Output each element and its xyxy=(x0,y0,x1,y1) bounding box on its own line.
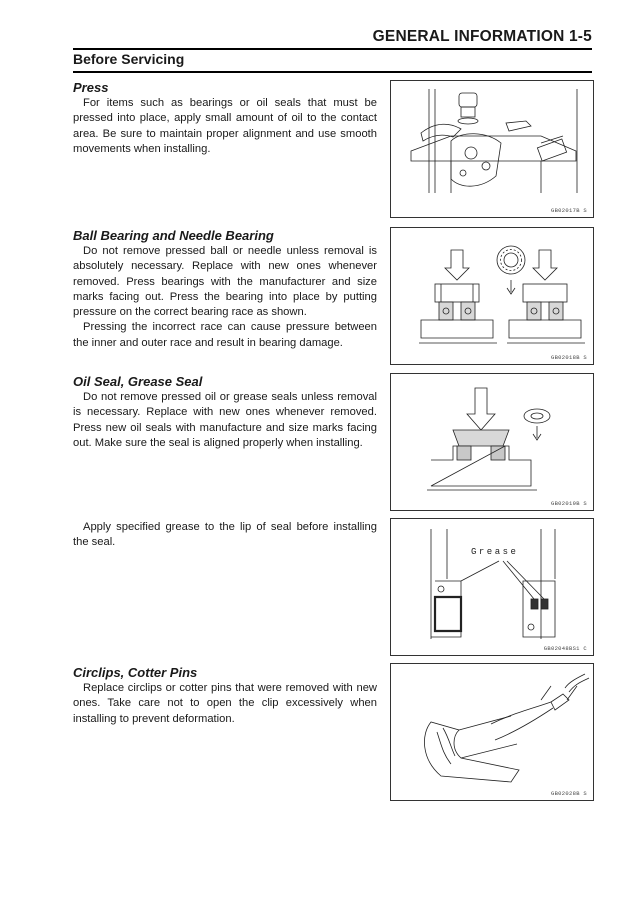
grease-section xyxy=(73,520,377,551)
oil-seal-heading: Oil Seal, Grease Seal xyxy=(73,374,203,389)
section-rule xyxy=(73,71,592,73)
bearing-heading: Ball Bearing and Needle Bearing xyxy=(73,228,274,243)
press-figure xyxy=(390,80,594,218)
press-text: For items such as bearings or oil seals that must be pressed into place, apply small amount of oil to the contact area. Be sure to maintain proper alignment and use smooth movements when installing. xyxy=(73,97,377,155)
grease-figure-code: GB02048BS1 C xyxy=(543,645,587,652)
section-title: Before Servicing xyxy=(73,51,185,67)
circlips-illustration xyxy=(391,664,593,800)
grease-label: Grease xyxy=(471,547,519,557)
circlips-heading: Circlips, Cotter Pins xyxy=(73,665,198,680)
bearing-figure-code: GB02018B S xyxy=(550,354,587,361)
oil-seal-figure-code: GB02019B S xyxy=(550,500,587,507)
oil-seal-section xyxy=(73,374,377,451)
press-illustration xyxy=(391,81,593,217)
grease-text: Apply specified grease to the lip of seal before installing the seal. xyxy=(73,521,377,549)
bearing-figure xyxy=(390,227,594,365)
circlips-text: Replace circlips or cotter pins that were removed with new ones. Take care not to open the clip excessively when installing to prevent deformation. xyxy=(73,682,377,725)
bearing-illustration xyxy=(391,228,593,364)
bearing-section xyxy=(73,228,377,351)
header-rule xyxy=(73,48,592,50)
oil-seal-text: Do not remove pressed oil or grease seals unless removal is necessary. Replace with new ones whenever removed. Press new oil seals with manufacture and size marks facing out. Make sure the seal is aligned properly when installing. xyxy=(73,391,377,449)
bearing-warning-text: Pressing the incorrect race can cause pressure between the inner and outer race and result in bearing damage. xyxy=(73,321,377,349)
press-figure-code: GB02017B S xyxy=(550,207,587,214)
circlips-figure-code: GB02028B S xyxy=(550,790,587,797)
page-title: GENERAL INFORMATION 1-5 xyxy=(372,28,592,45)
circlips-figure xyxy=(390,663,594,801)
page-header xyxy=(73,26,592,50)
press-section xyxy=(73,80,377,157)
circlips-section xyxy=(73,665,377,727)
grease-illustration xyxy=(391,519,593,655)
press-heading: Press xyxy=(73,80,109,95)
oil-seal-figure xyxy=(390,373,594,511)
bearing-text: Do not remove pressed ball or needle unless removal is absolutely necessary. Replace with new ones whenever removed. Press bearings with the manufacturer and size marks facing out. Press the bearing into place by putting pressure on the correct bearing race as shown. xyxy=(73,245,377,319)
oil-seal-illustration xyxy=(391,374,593,510)
grease-figure xyxy=(390,518,594,656)
